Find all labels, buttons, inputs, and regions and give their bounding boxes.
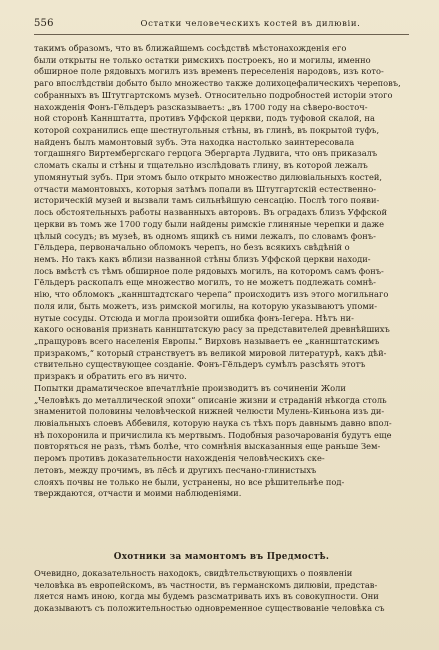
text-line: которой сохранились еще шестнугольныя стѣны, въ глинѣ, въ покрытой туфъ, — [34, 125, 380, 136]
text-line: призракъ и обратить его въ ничто. — [34, 371, 187, 382]
text-line: отчасти мамонтовыхъ, которыя затѣмъ попали въ Штутгартскій естественно- — [34, 183, 377, 194]
text-line: найденъ былъ мамонтовый зубъ. Эта находка настолько заинтересовала — [34, 136, 355, 147]
text-line: сломать скалы и стѣны и тщательно изслѣдовать глину, въ которой лежалъ — [34, 160, 368, 171]
text-line: Очевидно, доказательность находокъ, свидѣтельствующихъ о появленіи — [34, 568, 353, 578]
text-line: церкви въ томъ же 1700 году были найдены римскіе глиняные черепки и даже — [34, 218, 385, 229]
text-line: тогдашняго Виртембергскаго герцога Эбергарта Лудвига, что онъ приказалъ — [34, 148, 378, 159]
text-line: „Человѣкъ до металлической эпохи“ описаніе жизни и страданій нѣкогда столь — [34, 394, 387, 405]
section-text — [34, 568, 409, 614]
text-line: собранныхъ въ Штутгартскомъ музеѣ. Относительно подробностей исторіи этого — [34, 89, 393, 100]
text-line: нахожденія Фонъ-Гёльдеръ разсказываетъ: „въ 1700 году на сѣверо-восточ- — [34, 101, 368, 112]
text-line: лось обстоятельныхъ работы названныхъ авторовъ. Въ оградахъ близъ Уффской — [34, 207, 388, 218]
text-line: ляется намъ иною, когда мы будемъ разсматривать ихъ въ совокупности. Они — [34, 591, 379, 602]
text-line: раго впослѣдствіи добыто было множество также долихоцефалическихъ череповъ, — [34, 78, 401, 89]
text-line: поля или, быть можетъ, изъ римской могилы, на которую указываютъ упоми- — [34, 300, 378, 311]
header-rule — [34, 34, 409, 35]
text-line: нію, что обломокъ „каннштадтскаго черепа“ происходитъ изъ этого могильнаго — [34, 289, 389, 300]
text-line: „пращуровъ всего населенія Европы.“ Вирховъ называетъ ее „каннштатскимъ — [34, 335, 380, 346]
page-number: 556 — [34, 18, 54, 29]
text-line: знаменитой половины человѣческой нижней челюсти Мулень-Киньона изъ ди- — [34, 406, 385, 417]
text-line: перомъ противъ доказательности нахожденія человѣческихъ ске- — [34, 453, 325, 464]
text-line: какого основанія признать каннштатскую расу за представителей древнѣйшихъ — [34, 324, 390, 335]
text-line: Попытки драматическое впечатлѣніе производитъ въ сочиненіи Жоли — [34, 382, 346, 393]
text-line: летовъ, между прочимъ, въ лёсѣ и другихъ песчано-глинистыхъ — [34, 464, 317, 475]
text-line: человѣка въ европейскомъ, въ частности, въ германскомъ дилювіи, представ- — [34, 579, 378, 590]
text-line: немъ. Но такъ какъ вблизи названной стѣны близъ Уффской церкви находи- — [34, 253, 371, 264]
text-line: лювіальныхъ слоевъ Аббевиля, которую наука съ тѣхъ поръ давнымъ давно впол- — [34, 418, 392, 428]
text-line: нѣ похоронила и причислила къ мертвымъ. Подобныя разочарованія будутъ еще — [34, 429, 392, 440]
running-title: Остатки человеческихъ костей въ дилювіи. — [140, 19, 361, 29]
text-line: ной сторонѣ Каннштатта, противъ Уффской церкви, подъ туфовой скалой, на — [34, 113, 375, 124]
text-line: лось вмѣстѣ съ тѣмъ обширное поле рядовыхъ могилъ, на которомъ самъ фонъ- — [34, 265, 384, 276]
text-line: ствительно существующее созданіе. Фонъ-Гёльдеръ сумѣлъ разсѣять этотъ — [34, 359, 366, 370]
text-line: были открыты не только остатки римскихъ построекъ, но и могилы, именно — [34, 54, 371, 65]
text-line: нутые сосуды. Отсюда и могла произойти ошибка фонъ-Іегера. Нѣтъ ни- — [34, 312, 354, 323]
text-line: доказываютъ съ положительностью одновременное существованіе человѣка съ — [34, 602, 385, 613]
text-line: историческій музей и вызвали тамъ сильнѣйшую сенсацію. Послѣ того появи- — [34, 195, 380, 206]
text-line: такимъ образомъ, что въ ближайшемъ сосѣдствѣ мѣстонахожденія его — [34, 43, 347, 53]
text-line: цѣлый сосудъ; въ музеѣ, въ одномъ ящикѣ съ ними лежалъ, по словамъ фонъ- — [34, 230, 376, 241]
text-line: тверждаются, отчасти и моими наблюденіями. — [34, 488, 242, 499]
body-text — [34, 43, 409, 500]
text-line: обширное поле рядовыхъ могилъ изъ временъ переселенія народовъ, изъ кото- — [34, 66, 384, 77]
text-line: призракомъ,“ который странствуетъ въ великой мировой литературѣ, какъ дѣй- — [34, 347, 387, 358]
text-line: Гёльдера, первоначально обломокъ черепъ, но безъ всякихъ свѣдѣній о — [34, 242, 350, 253]
section-heading: Охотники за мамонтомъ въ Предмостѣ. — [113, 552, 330, 562]
text-line: слояхъ почвы не только не были, устранены, но все рѣшительнѣе под- — [34, 476, 345, 487]
text-line: повторяться не разъ, тѣмъ болѣе, что сомнѣнія высказанныя еще раньше Зем- — [34, 441, 381, 452]
text-line: упомянутый зубъ. При этомъ было открыто множество дилювіальныхъ костей, — [34, 171, 383, 182]
page-header — [34, 18, 409, 32]
text-line: Гёльдеръ раскопалъ еще множество могилъ, то не можетъ подлежать сомнѣ- — [34, 277, 376, 288]
